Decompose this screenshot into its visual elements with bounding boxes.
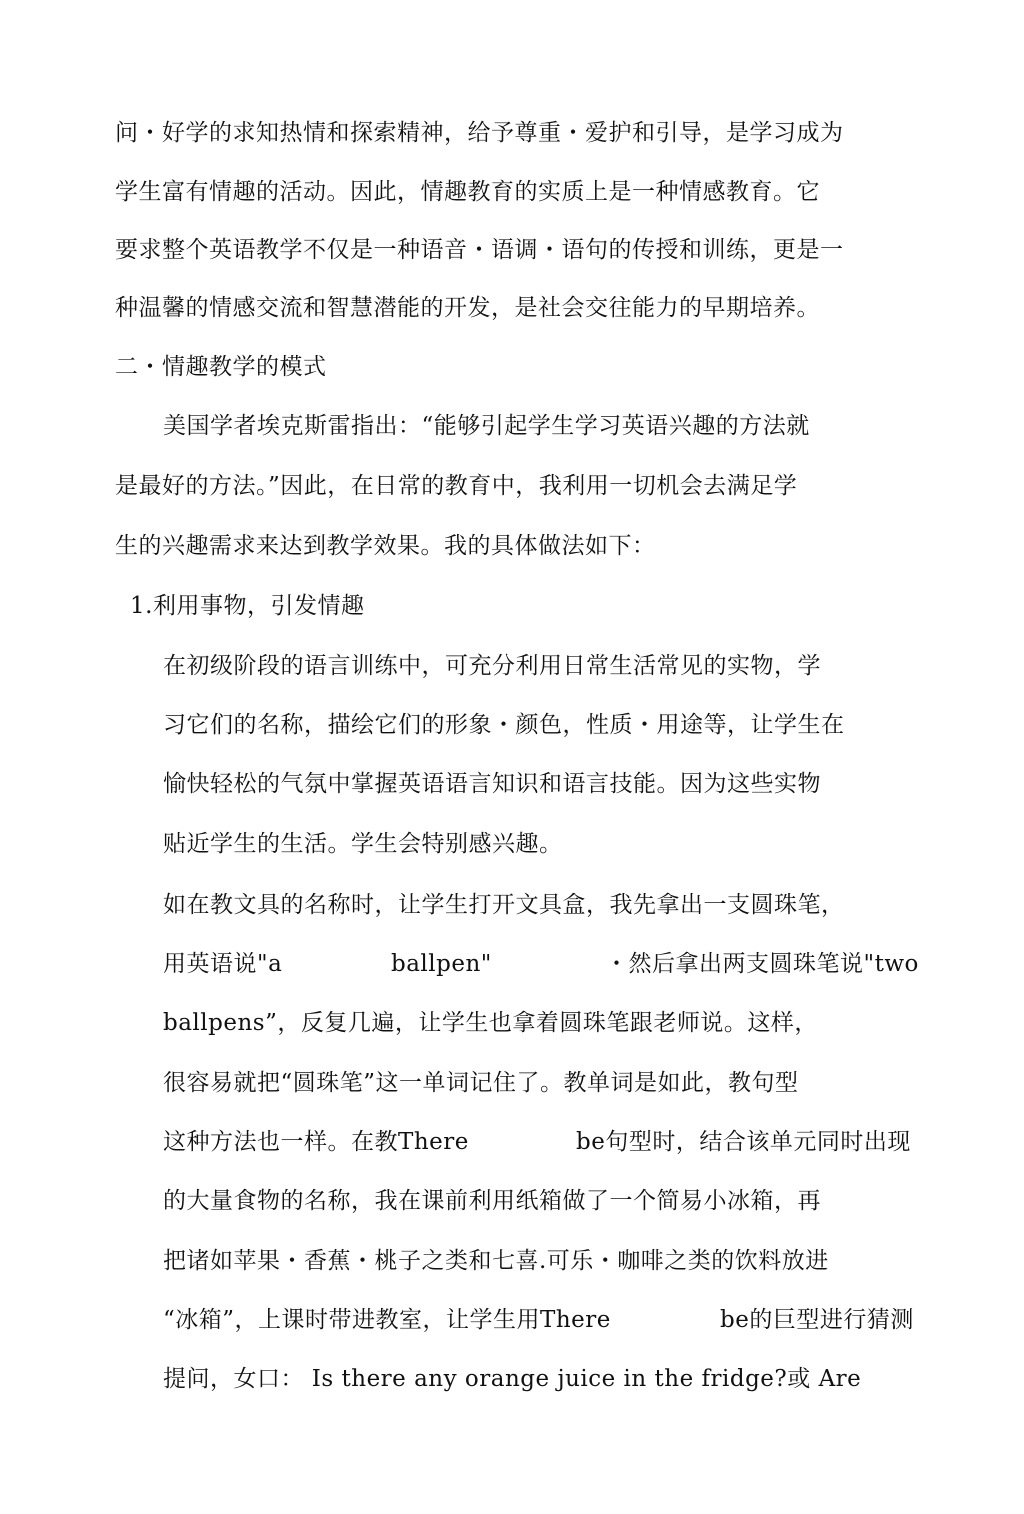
text-segment: be句型时，结合该单元同时出现 (576, 1129, 911, 1155)
text-segment: 这种方法也一样。在教There (163, 1129, 469, 1155)
text-line: 要求整个英语教学不仅是一种语音・语调・语句的传授和训练，更是一 (115, 237, 844, 263)
text-line (163, 1305, 923, 1335)
text-line: 是最好的方法。”因此，在日常的教育中，我利用一切机会去满足学 (115, 473, 798, 499)
text-line: 提问，女口： Is there any orange juice in the fridge?或 Are (163, 1366, 862, 1392)
text-segment: ballpen" (391, 951, 492, 977)
text-line: 问・好学的求知热情和探索精神，给予尊重・爱护和引导，是学习成为 (115, 120, 844, 146)
text-line: 学生富有情趣的活动。因此，情趣教育的实质上是一种情感教育。它 (115, 179, 820, 205)
text-line (163, 1127, 923, 1157)
text-line: 生的兴趣需求来达到教学效果。我的具体做法如下： (115, 533, 656, 559)
text-line: 如在教文具的名称时，让学生打开文具盒，我先拿出一支圆珠笔， (163, 892, 845, 918)
text-line: 在初级阶段的语言训练中，可充分利用日常生活常见的实物，学 (163, 653, 821, 679)
text-line (163, 949, 923, 979)
section-heading: 二・情趣教学的模式 (115, 354, 327, 380)
text-segment: “冰箱”，上课时带进教室，让学生用There (163, 1307, 611, 1333)
text-line: 种温馨的情感交流和智慧潜能的开发，是社会交往能力的早期培养。 (115, 295, 820, 321)
text-line: 贴近学生的生活。学生会特别感兴趣。 (163, 831, 563, 857)
text-line: 愉快轻松的气氛中掌握英语语言知识和语言技能。因为这些实物 (163, 771, 821, 797)
text-line: 美国学者埃克斯雷指出：“能够引起学生学习英语兴趣的方法就 (163, 413, 810, 439)
text-line: 把诸如苹果・香蕉・桃子之类和七喜.可乐・咖啡之类的饮料放进 (163, 1248, 829, 1274)
text-segment: be的巨型进行猜测 (720, 1307, 914, 1333)
text-line: 很容易就把“圆珠笔”这一单词记住了。教单词是如此，教句型 (163, 1070, 799, 1096)
text-segment: ・然后拿出两支圆珠笔说"two (605, 951, 919, 977)
text-line: 的大量食物的名称，我在课前利用纸箱做了一个简易小冰箱，再 (163, 1188, 821, 1214)
text-segment: 用英语说"a (163, 951, 283, 977)
text-line: 习它们的名称，描绘它们的形象・颜色，性质・用途等，让学生在 (163, 712, 845, 738)
text-line: ballpens”，反复几遍，让学生也拿着圆珠笔跟老师说。这样， (163, 1010, 818, 1036)
subsection-heading: 1.利用事物，引发情趣 (130, 593, 365, 619)
